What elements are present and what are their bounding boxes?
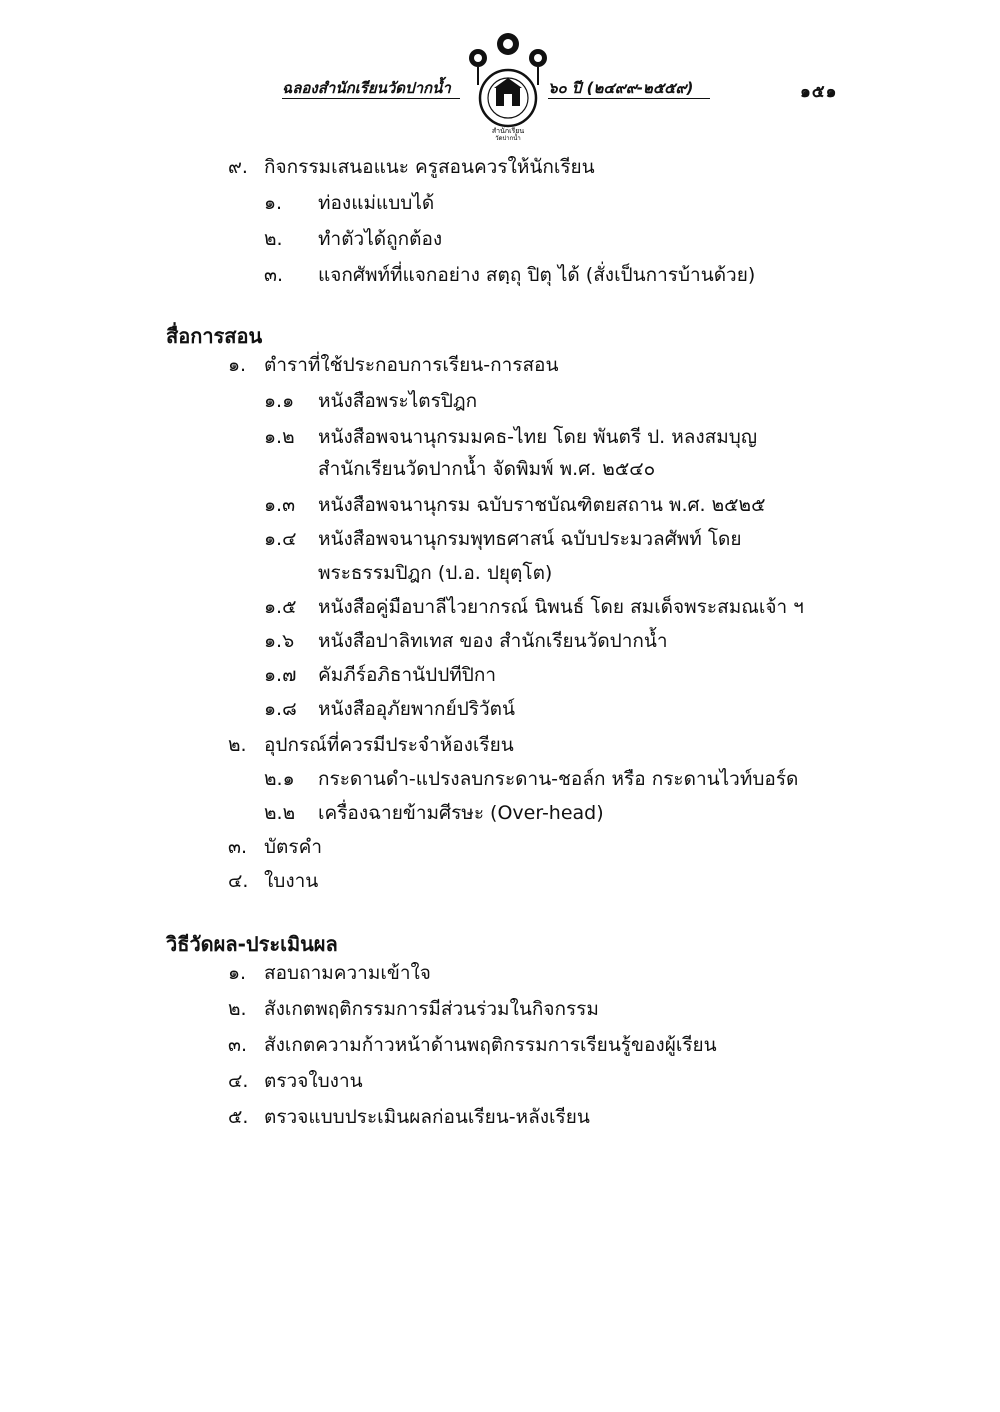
page-number: ๑๕๑ (800, 82, 838, 102)
textbook-item: หนังสือคู่มือบาลีไวยากรณ์ นิพนธ์ โดย สมเด็จพระสมณเจ้า ฯ (318, 596, 804, 618)
textbook-item: หนังสือพระไตรปิฎก (318, 390, 478, 412)
textbook-item-number: ๑.๘ (264, 698, 297, 720)
activity-item: แจกศัพท์ที่แจกอย่าง สตฺถุ ปิตุ ได้ (สั่งเป็นการบ้านด้วย) (318, 264, 756, 286)
textbook-item-number: ๑.๕ (264, 596, 297, 618)
media-section3-title: บัตรคำ (264, 836, 322, 858)
evaluation-heading: วิธีวัดผล-ประเมินผล (166, 932, 338, 956)
emblem-caption-bottom: วัดปากน้ำ (495, 135, 521, 140)
textbook-item-continuation: สำนักเรียนวัดปากน้ำ จัดพิมพ์ พ.ศ. ๒๕๔๐ (318, 458, 656, 480)
header-left-title: ฉลองสำนักเรียนวัดปากน้ำ (282, 79, 451, 97)
header-right-rule (548, 98, 710, 99)
textbook-item-number: ๑.๔ (264, 528, 297, 550)
header-right-title: ๖๐ ปี (๒๔๙๙-๒๕๕๙) (548, 79, 694, 97)
media-section2-number: ๒. (228, 734, 247, 756)
evaluation-item-number: ๑. (228, 962, 247, 984)
equipment-item: กระดานดำ-แปรงลบกระดาน-ชอล์ก หรือ กระดานไวท์บอร์ด (318, 768, 799, 790)
textbook-item-number: ๑.๒ (264, 426, 295, 448)
evaluation-item-number: ๕. (228, 1106, 249, 1128)
activity-item-number: ๑. (264, 192, 283, 214)
media-section4-number: ๔. (228, 870, 249, 892)
activity-title: กิจกรรมเสนอแนะ ครูสอนควรให้นักเรียน (264, 156, 595, 178)
media-heading: สื่อการสอน (166, 324, 263, 348)
textbook-item: หนังสือพจนานุกรมพุทธศาสน์ ฉบับประมวลศัพท์ โดย (318, 528, 742, 550)
textbook-item-number: ๑.๑ (264, 390, 295, 412)
textbook-item: หนังสือพจนานุกรมมคธ-ไทย โดย พันตรี ป. หลงสมบุญ (318, 426, 758, 448)
media-section3-number: ๓. (228, 836, 248, 858)
equipment-item: เครื่องฉายข้ามศีรษะ (Over-head) (318, 802, 604, 824)
textbook-item-number: ๑.๖ (264, 630, 295, 652)
equipment-item-number: ๒.๑ (264, 768, 295, 790)
evaluation-item: สังเกตพฤติกรรมการมีส่วนร่วมในกิจกรรม (264, 998, 599, 1020)
header-left-rule (282, 98, 460, 99)
textbook-item: หนังสือปาลิทเทส ของ สำนักเรียนวัดปากน้ำ (318, 630, 668, 652)
evaluation-item-number: ๔. (228, 1070, 249, 1092)
media-section1-title: ตำราที่ใช้ประกอบการเรียน-การสอน (264, 354, 559, 376)
activity-item: ท่องแม่แบบได้ (318, 192, 435, 214)
activity-item-number: ๒. (264, 228, 283, 250)
textbook-item-number: ๑.๓ (264, 494, 296, 516)
activity-item-number: ๓. (264, 264, 284, 286)
evaluation-item: สอบถามความเข้าใจ (264, 962, 431, 984)
temple-emblem-logo (462, 30, 554, 140)
textbook-item: หนังสืออุภัยพากย์ปริวัตน์ (318, 698, 515, 720)
evaluation-item: ตรวจแบบประเมินผลก่อนเรียน-หลังเรียน (264, 1106, 590, 1128)
activity-item: ทำตัวได้ถูกต้อง (318, 228, 443, 250)
emblem-caption-top: สำนักเรียน (491, 127, 525, 135)
evaluation-item-number: ๒. (228, 998, 247, 1020)
textbook-item: คัมภีร์อภิธานัปปทีปิกา (318, 664, 497, 686)
media-section4-title: ใบงาน (264, 870, 319, 892)
media-section1-number: ๑. (228, 354, 247, 376)
textbook-item-number: ๑.๗ (264, 664, 297, 686)
evaluation-item: สังเกตความก้าวหน้าด้านพฤติกรรมการเรียนรู้ของผู้เรียน (264, 1034, 717, 1056)
textbook-item: หนังสือพจนานุกรม ฉบับราชบัณฑิตยสถาน พ.ศ. ๒๕๒๕ (318, 494, 766, 516)
evaluation-item-number: ๓. (228, 1034, 248, 1056)
evaluation-item: ตรวจใบงาน (264, 1070, 363, 1092)
activity-number: ๙. (228, 156, 248, 178)
media-section2-title: อุปกรณ์ที่ควรมีประจำห้องเรียน (264, 734, 514, 756)
textbook-item-continuation: พระธรรมปิฎก (ป.อ. ปยุตฺโต) (318, 562, 553, 584)
equipment-item-number: ๒.๒ (264, 802, 296, 824)
